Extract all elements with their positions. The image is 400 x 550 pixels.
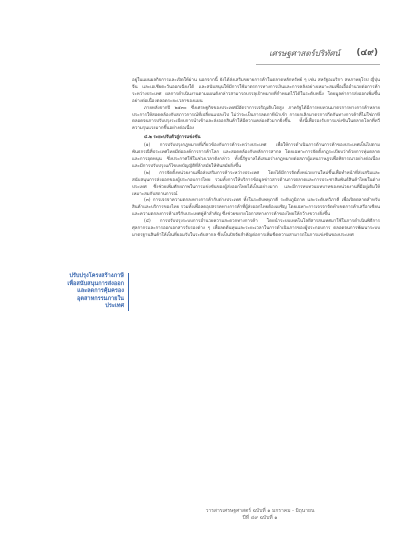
pull-quote: ปรับปรุงโครงสร้างภาษีเพื่อสนับสนุนการส่งออก และลดการคุ้มครองอุตสาหกรรมภายในประเทศ xyxy=(64,273,129,311)
page-header xyxy=(0,44,400,64)
main-body-text xyxy=(132,78,380,240)
page-footer xyxy=(140,508,380,522)
page-number: (๔๙) xyxy=(356,48,378,58)
footer-issue-info: ปีที่ ๔๙ ฉบับที่ ๑ xyxy=(242,515,278,521)
running-header-title: เศรษฐศาสตร์ปริทัศน์ xyxy=(269,49,340,58)
body-paragraph: (๔) การปรับปรุงระบบการอำนวยความสะดวกทางการค้า โดยนำระบบเทคโนโลยีสารสนเทศมาใช้ในการดำเนินพิธีการศุลกากรและการออกเอกสารรับรองต่าง ๆ เพื่อลดต้นทุนและระยะเวลาในการดำเนินการของผู้ประกอบการ ตลอดจนการพัฒนาระบบมาตรฐานสินค้าให้เป็นที่ยอมรับในระดับสากล ซึ่งเป็นปัจจัยสำคัญต่อการเพิ่มขีดความสามารถในการแข่งขันของประเทศ xyxy=(132,219,380,238)
body-paragraph: อยู่ในแผนผลกิจการและเปิดให้ผ่าน นอกจากนี้ ยังได้ส่งเสริมขยายการค้าในตลาดหลักทรัพย์ ๆ เช่น สหรัฐอเมริกา สหภาพยุโรป ญี่ปุ่น จีน และเอเชียตะวันออกเฉียงใต้ และสนับสนุนให้มีการใช้มาตรการทางการเงินและการคลังอย่างเหมาะสมเพื่อเอื้ออำนวยต่อการค้าระหว่างประเทศ ผลการดำเนินงานตามแผนดังกล่าวสามารถบรรลุเป้าหมายที่กำหนดไว้ได้ในระดับหนึ่ง โดยมูลค่าการส่งออกเพิ่มขึ้นอย่างต่อเนื่องตลอดระยะเวลาของแผน xyxy=(132,78,380,104)
header-rule xyxy=(256,64,380,65)
section-heading: ๔.๒ ระยะปรับตัวสู่การแข่งขัน xyxy=(144,135,201,141)
body-paragraph: (๒) การจัดตั้งหน่วยงานเพื่อส่งเสริมการค้าระหว่างประเทศ โดยได้มีการจัดตั้งหน่วยงานใหม่ขึ้นเพื่อทำหน้าที่ส่งเสริมและสนับสนุนการส่งออกของผู้ประกอบการไทย รวมทั้งการให้บริการข้อมูลข่าวสารด้านการตลาดและการประชาสัมพันธ์สินค้าไทยในต่างประเทศ ซึ่งช่วยเพิ่มศักยภาพในการแข่งขันของผู้ส่งออกไทยได้เป็นอย่างมาก และมีการทบทวนบทบาทของหน่วยงานที่มีอยู่เดิมให้เหมาะสมกับสถานการณ์ xyxy=(132,170,380,197)
body-paragraph: (๑) การปรับปรุงกฎหมายที่เกี่ยวข้องกับการค้าระหว่างประเทศ เพื่อให้การดำเนินการด้านการค้าของประเทศเป็นไปตามพันธกรณีที่ประเทศไทยมีต่อองค์การการค้าโลก และสอดคล้องกับหลักการสากล โดยเฉพาะการจัดตั้งกฎระเบียบว่าด้วยการทุ่มตลาดและการอุดหนุน ซึ่งประกาศใช้ในช่วงเวลาดังกล่าว ทั้งนี้รัฐบาลได้เสนอร่างกฎหมายต่อสภาผู้แทนราษฎรเพื่อพิจารณาอย่างต่อเนื่อง และมีการปรับปรุงแก้ไขบทบัญญัติที่ล้าสมัยให้ทันสมัยยิ่งขึ้น xyxy=(132,143,380,169)
body-paragraph: (๓) การเจรจาความตกลงทางการค้ากับต่างประเทศ ทั้งในระดับพหุภาคี ระดับภูมิภาค และระดับทวิภาคี เพื่อเปิดตลาดสำหรับสินค้าและบริการของไทย รวมทั้งเพื่อลดอุปสรรคทางการค้าที่ผู้ส่งออกไทยต้องเผชิญ โดยเฉพาะการเจรจาจัดทำเขตการค้าเสรีอาเซียนและความตกลงการค้าเสรีกับประเทศคู่ค้าสำคัญ ซึ่งช่วยขยายโอกาสทางการค้าของไทยให้กว้างขวางยิ่งขึ้น xyxy=(132,198,380,218)
footer-journal-title: วารสารเศรษฐศาสตร์ ฉบับที่ ๑ มกราคม - มิถุนายน xyxy=(205,508,315,514)
body-paragraph: ภายหลังจากปี ๒๕๓๐ ซึ่งเศรษฐกิจของประเทศมีอัตราการเจริญเติบโตสูง ภาครัฐได้มีการทบทวนมาตรการทางการค้าหลายประการให้สอดคล้องกับสภาวการณ์ที่เปลี่ยนแปลงไป ไม่ว่าจะเป็นการลดภาษีนำเข้า การยกเลิกมาตรการกีดกันทางการค้าที่ไม่ใช่ภาษี ตลอดจนการปรับปรุงระเบียบการนำเข้าและส่งออกสินค้าให้มีความคล่องตัวมากยิ่งขึ้น ทั้งนี้เพื่อรองรับการแข่งขันในตลาดโลกที่ทวีความรุนแรงมากขึ้นอย่างต่อเนื่อง xyxy=(132,105,380,132)
